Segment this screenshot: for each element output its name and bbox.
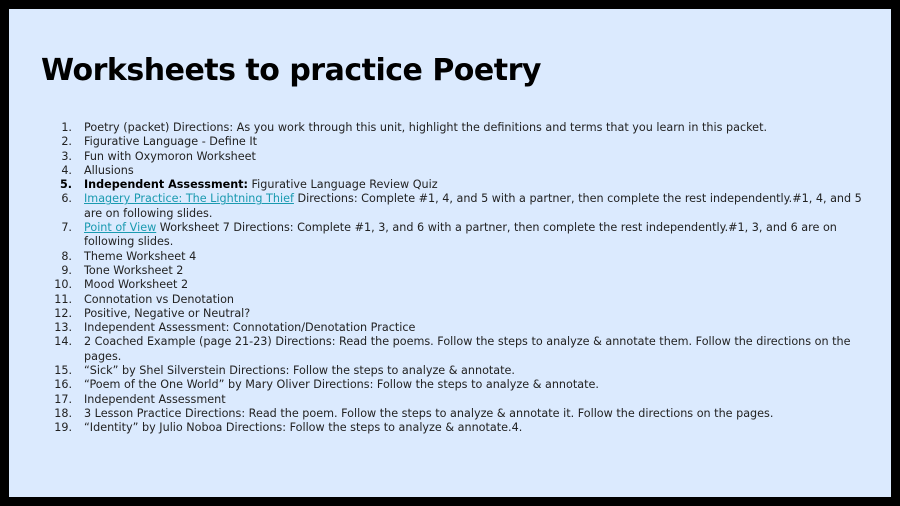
- list-item: [37, 393, 873, 407]
- item-bold-label: Independent Assessment:: [84, 178, 248, 192]
- item-number: 11.: [54, 292, 72, 306]
- worksheet-list: [37, 121, 873, 436]
- list-item: [37, 192, 873, 221]
- item-text: Figurative Language - Define It: [84, 135, 258, 149]
- item-text: Figurative Language Review Quiz: [248, 178, 438, 192]
- item-number: 6.: [61, 192, 72, 206]
- item-number: 10.: [54, 278, 72, 292]
- list-item: [37, 378, 873, 392]
- item-text: Tone Worksheet 2: [84, 263, 184, 277]
- list-item: [37, 335, 873, 364]
- list-item: [37, 135, 873, 149]
- list-item: [37, 278, 873, 292]
- item-number: 1.: [61, 121, 72, 134]
- item-text: “Sick” by Shel Silverstein Directions: Follow the steps to analyze & annotate.: [84, 364, 515, 378]
- item-text: 2 Coached Example (page 21-23) Directions: Read the poems. Follow the steps to analyze & annotate them. Follow the directions on the pages.: [84, 335, 851, 363]
- list-item: [37, 178, 873, 192]
- slide: [9, 9, 891, 497]
- item-text: Allusions: [84, 163, 134, 177]
- item-text: Poetry (packet) Directions: As you work through this unit, highlight the definitions and terms that you learn in this packet.: [84, 121, 768, 134]
- item-text: Theme Worksheet 4: [84, 249, 197, 263]
- list-item: [37, 250, 873, 264]
- item-number: 19.: [54, 421, 72, 435]
- item-number: 17.: [54, 392, 72, 406]
- list-item: [37, 221, 873, 250]
- item-text: Directions: Complete #1, 4, and 5 with a partner, then complete the rest independently.#1, 4, and 5 are on following slides.: [84, 192, 862, 220]
- item-number: 7.: [61, 221, 72, 235]
- item-number: 13.: [54, 321, 72, 335]
- item-number: 2.: [61, 135, 72, 149]
- item-number: 9.: [61, 263, 72, 277]
- item-number: 3.: [61, 149, 72, 163]
- item-number: 5.: [59, 178, 72, 192]
- item-number: 4.: [61, 163, 72, 177]
- list-item: [37, 407, 873, 421]
- item-number: 16.: [54, 378, 72, 392]
- item-text: Mood Worksheet 2: [84, 278, 189, 292]
- item-text: Positive, Negative or Neutral?: [84, 306, 251, 320]
- imagery-practice-link[interactable]: Imagery Practice: The Lightning Thief: [84, 192, 294, 206]
- point-of-view-link[interactable]: Point of View: [84, 221, 157, 235]
- item-text: 3 Lesson Practice Directions: Read the poem. Follow the steps to analyze & annotate it. Follow the directions on the pages.: [84, 406, 774, 420]
- list-item: [37, 264, 873, 278]
- item-text: Independent Assessment: [84, 392, 226, 406]
- item-number: 8.: [61, 249, 72, 263]
- list-item: [37, 293, 873, 307]
- item-text: Independent Assessment: Connotation/Denotation Practice: [84, 321, 416, 335]
- item-number: 18.: [54, 406, 72, 420]
- slide-title: Worksheets to practice Poetry: [41, 53, 541, 88]
- item-text: “Poem of the One World” by Mary Oliver Directions: Follow the steps to analyze & annotate.: [84, 378, 599, 392]
- item-number: 12.: [54, 306, 72, 320]
- list-item: [37, 321, 873, 335]
- item-number: 15.: [54, 364, 72, 378]
- list-item: [37, 164, 873, 178]
- list-item: [37, 150, 873, 164]
- item-text: Fun with Oxymoron Worksheet: [84, 149, 256, 163]
- list-item: [37, 121, 873, 135]
- list-item: [37, 364, 873, 378]
- item-number: 14.: [54, 335, 72, 349]
- list-item: [37, 307, 873, 321]
- item-text: Worksheet 7 Directions: Complete #1, 3, and 6 with a partner, then complete the rest independently.#1, 3, and 6 are on following slides.: [84, 221, 837, 249]
- list-item: [37, 421, 873, 435]
- item-text: Connotation vs Denotation: [84, 292, 235, 306]
- item-text: “Identity” by Julio Noboa Directions: Follow the steps to analyze & annotate.4.: [84, 421, 523, 435]
